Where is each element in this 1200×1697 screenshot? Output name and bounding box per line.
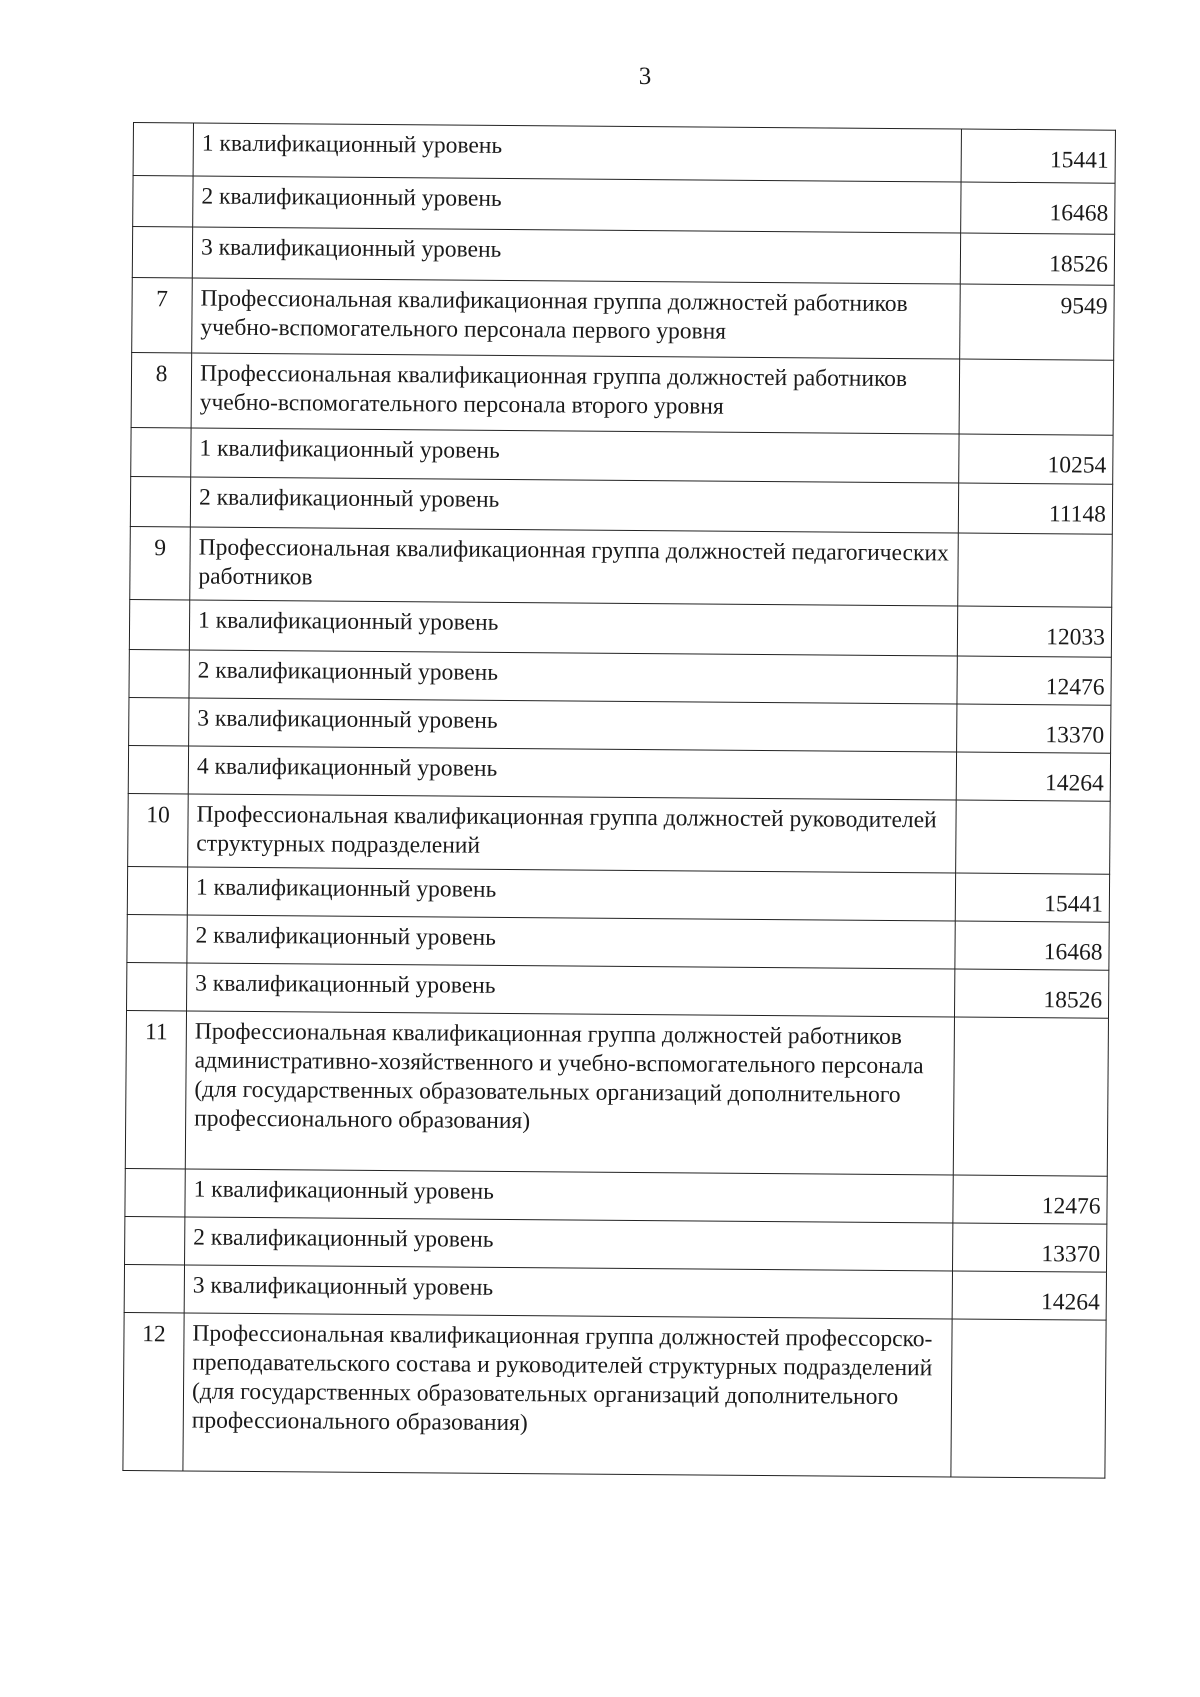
- qualification-level-name: 1 квалификационный уровень: [187, 867, 955, 921]
- group-name: Профессиональная квалификационная группа должностей профессорско-преподавательского состава и руководителей структурных подразделений (для государственных образовательных организаций дополнительного профессионального образования): [183, 1313, 952, 1477]
- salary-value: 16468: [961, 182, 1115, 234]
- salary-value: 12033: [957, 606, 1111, 657]
- level-row: [133, 176, 1115, 235]
- group-row: [125, 1010, 1108, 1176]
- qualification-level-name: 1 квалификационный уровень: [191, 428, 959, 483]
- salary-value: 13370: [957, 704, 1111, 753]
- row-number: 8: [131, 352, 192, 427]
- group-row: [131, 352, 1114, 435]
- level-row: [129, 697, 1111, 753]
- level-row: [128, 745, 1110, 801]
- qualification-level-name: 3 квалификационный уровень: [187, 963, 955, 1017]
- group-name: Профессиональная квалификационная группа должностей работников учебно-вспомогательного персонала второго уровня: [191, 353, 960, 434]
- salary-value: 15441: [961, 129, 1115, 183]
- salary-value: 16468: [955, 921, 1109, 970]
- row-number: 12: [123, 1312, 184, 1470]
- row-number: [127, 962, 187, 1010]
- salary-value: 13370: [953, 1223, 1107, 1272]
- group-row: [123, 1312, 1106, 1478]
- salary-value: 14264: [956, 752, 1110, 801]
- salary-value: [953, 1017, 1108, 1176]
- row-number: 7: [132, 277, 193, 352]
- row-number: [132, 227, 192, 278]
- salary-value: 11148: [958, 483, 1112, 534]
- qualification-level-name: 2 квалификационный уровень: [189, 650, 957, 704]
- row-number: [129, 599, 189, 649]
- level-row: [129, 599, 1111, 657]
- qualification-level-name: 2 квалификационный уровень: [185, 1217, 953, 1271]
- row-number: 10: [128, 793, 189, 866]
- row-number: [133, 176, 193, 227]
- level-row: [125, 1216, 1107, 1272]
- qualification-level-name: 1 квалификационный уровень: [193, 123, 961, 182]
- level-row: [129, 649, 1111, 705]
- qualification-level-name: 4 квалификационный уровень: [188, 746, 956, 800]
- salary-value: 18526: [954, 969, 1108, 1018]
- group-name: Профессиональная квалификационная группа должностей педагогических работников: [190, 527, 959, 606]
- row-number: 9: [130, 526, 191, 599]
- qualification-level-name: 2 квалификационный уровень: [187, 915, 955, 969]
- qualification-level-name: 1 квалификационный уровень: [189, 600, 957, 656]
- row-number: [125, 1168, 185, 1216]
- salary-value: 12476: [957, 656, 1111, 705]
- qualification-level-name: 3 квалификационный уровень: [184, 1265, 952, 1319]
- row-number: [127, 914, 187, 962]
- salary-value: 15441: [955, 873, 1109, 922]
- qualification-level-name: 3 квалификационный уровень: [189, 698, 957, 752]
- salary-value: 10254: [959, 434, 1113, 484]
- row-number: [124, 1264, 184, 1312]
- level-row: [130, 476, 1112, 534]
- qualification-salary-table: [122, 122, 1116, 1479]
- row-number: [127, 866, 187, 914]
- qualification-level-name: 2 квалификационный уровень: [190, 477, 958, 533]
- level-row: [133, 123, 1115, 184]
- group-row: [132, 277, 1115, 360]
- qualification-level-name: 1 квалификационный уровень: [185, 1169, 953, 1223]
- level-row: [124, 1264, 1106, 1320]
- group-name: Профессиональная квалификационная группа должностей работников учебно-вспомогательного персонала первого уровня: [192, 278, 961, 359]
- row-number: [130, 476, 190, 526]
- level-row: [127, 962, 1109, 1018]
- salary-value: [951, 1319, 1106, 1478]
- qualification-level-name: 3 квалификационный уровень: [192, 227, 960, 284]
- row-number: [128, 745, 188, 793]
- salary-value: [959, 359, 1114, 435]
- group-name: Профессиональная квалификационная группа должностей руководителей структурных подразделений: [188, 794, 957, 873]
- salary-value: 14264: [952, 1271, 1106, 1320]
- table-body: [123, 123, 1116, 1479]
- group-name: Профессиональная квалификационная группа должностей работников административно-хозяйственного и учебно-вспомогательного персонала (для государственных образовательных организаций дополнительного профессионального образования): [185, 1011, 954, 1175]
- row-number: 11: [125, 1010, 186, 1168]
- level-row: [125, 1168, 1107, 1224]
- salary-value: 9549: [960, 284, 1115, 360]
- salary-value: [956, 800, 1111, 874]
- row-number: [131, 427, 191, 476]
- row-number: [129, 649, 189, 697]
- level-row: [131, 427, 1113, 484]
- group-row: [128, 793, 1111, 874]
- salary-value: 12476: [953, 1175, 1107, 1224]
- group-row: [130, 526, 1113, 607]
- row-number: [133, 123, 193, 176]
- level-row: [127, 914, 1109, 970]
- salary-value: 18526: [960, 233, 1114, 285]
- level-row: [127, 866, 1109, 922]
- page-number: 3: [638, 63, 652, 90]
- salary-value: [958, 533, 1113, 607]
- row-number: [129, 697, 189, 745]
- qualification-level-name: 2 квалификационный уровень: [193, 176, 961, 233]
- row-number: [125, 1216, 185, 1264]
- level-row: [132, 227, 1114, 286]
